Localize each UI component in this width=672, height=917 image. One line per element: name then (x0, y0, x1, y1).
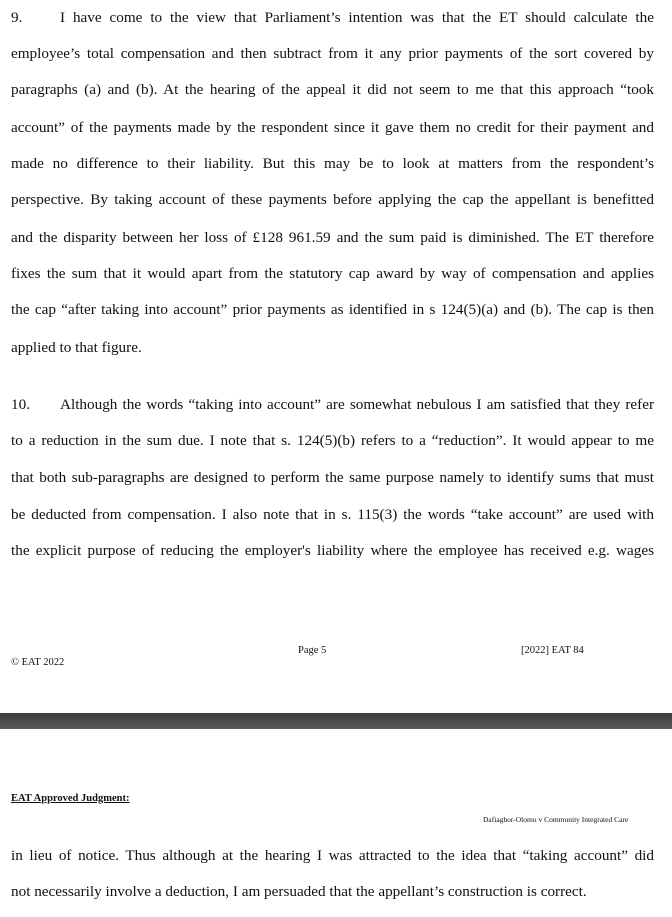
paragraph-number: 9. (11, 9, 23, 26)
paragraph-9-line: 9. I have come to the view that Parliament’s intention was that the ET should calculate the (11, 9, 654, 26)
paragraph-9-line: made no difference to their liability. But this may be to look at matters from the respondent’s (11, 155, 654, 172)
paragraph-9-line: applied to that figure. (11, 339, 142, 356)
paragraph-9-line: account” of the payments made by the respondent since it gave them no credit for their payment and (11, 119, 654, 136)
page-break-divider (0, 713, 672, 729)
paragraph-10-line: that both sub-paragraphs are designed to perform the same purpose namely to identify sums that must (11, 469, 654, 486)
continuation-line: in lieu of notice. Thus although at the hearing I was attracted to the idea that “taking account” did (11, 847, 654, 864)
paragraph-9-line: the cap “after taking into account” prior payments as identified in s 124(5)(a) and (b). The cap is then (11, 301, 654, 318)
paragraph-10-line: be deducted from compensation. I also note that in s. 115(3) the words “take account” are used with (11, 506, 654, 523)
paragraph-10-line: the explicit purpose of reducing the employer's liability where the employee has received e.g. wages (11, 542, 654, 559)
paragraph-9-line: fixes the sum that it would apart from the statutory cap award by way of compensation and applies (11, 265, 654, 282)
paragraph-number: 10. (11, 396, 30, 413)
paragraph-9-line: and the disparity between her loss of £128 961.59 and the sum paid is diminished. The ET therefore (11, 229, 654, 246)
paragraph-9-line: paragraphs (a) and (b). At the hearing of the appeal it did not seem to me that this approach “took (11, 81, 654, 98)
paragraph-10-line: 10. Although the words “taking into account” are somewhat nebulous I am satisfied that they refer (11, 396, 654, 413)
paragraph-9-line: perspective. By taking account of these payments before applying the cap the appellant is benefitted (11, 191, 654, 208)
paragraph-9-line: employee’s total compensation and then subtract from it any prior payments of the sort covered by (11, 45, 654, 62)
case-title: Dafiaghor-Olomu v Community Integrated Care (483, 815, 629, 824)
continuation-line: not necessarily involve a deduction, I am persuaded that the appellant’s construction is correct. (11, 883, 587, 900)
page-header-label: EAT Approved Judgment: (11, 793, 130, 804)
page-number: Page 5 (298, 645, 327, 656)
copyright-notice: © EAT 2022 (11, 657, 65, 668)
neutral-citation: [2022] EAT 84 (521, 645, 584, 656)
paragraph-10-line: to a reduction in the sum due. I note that s. 124(5)(b) refers to a “reduction”. It would appear to me (11, 432, 654, 449)
